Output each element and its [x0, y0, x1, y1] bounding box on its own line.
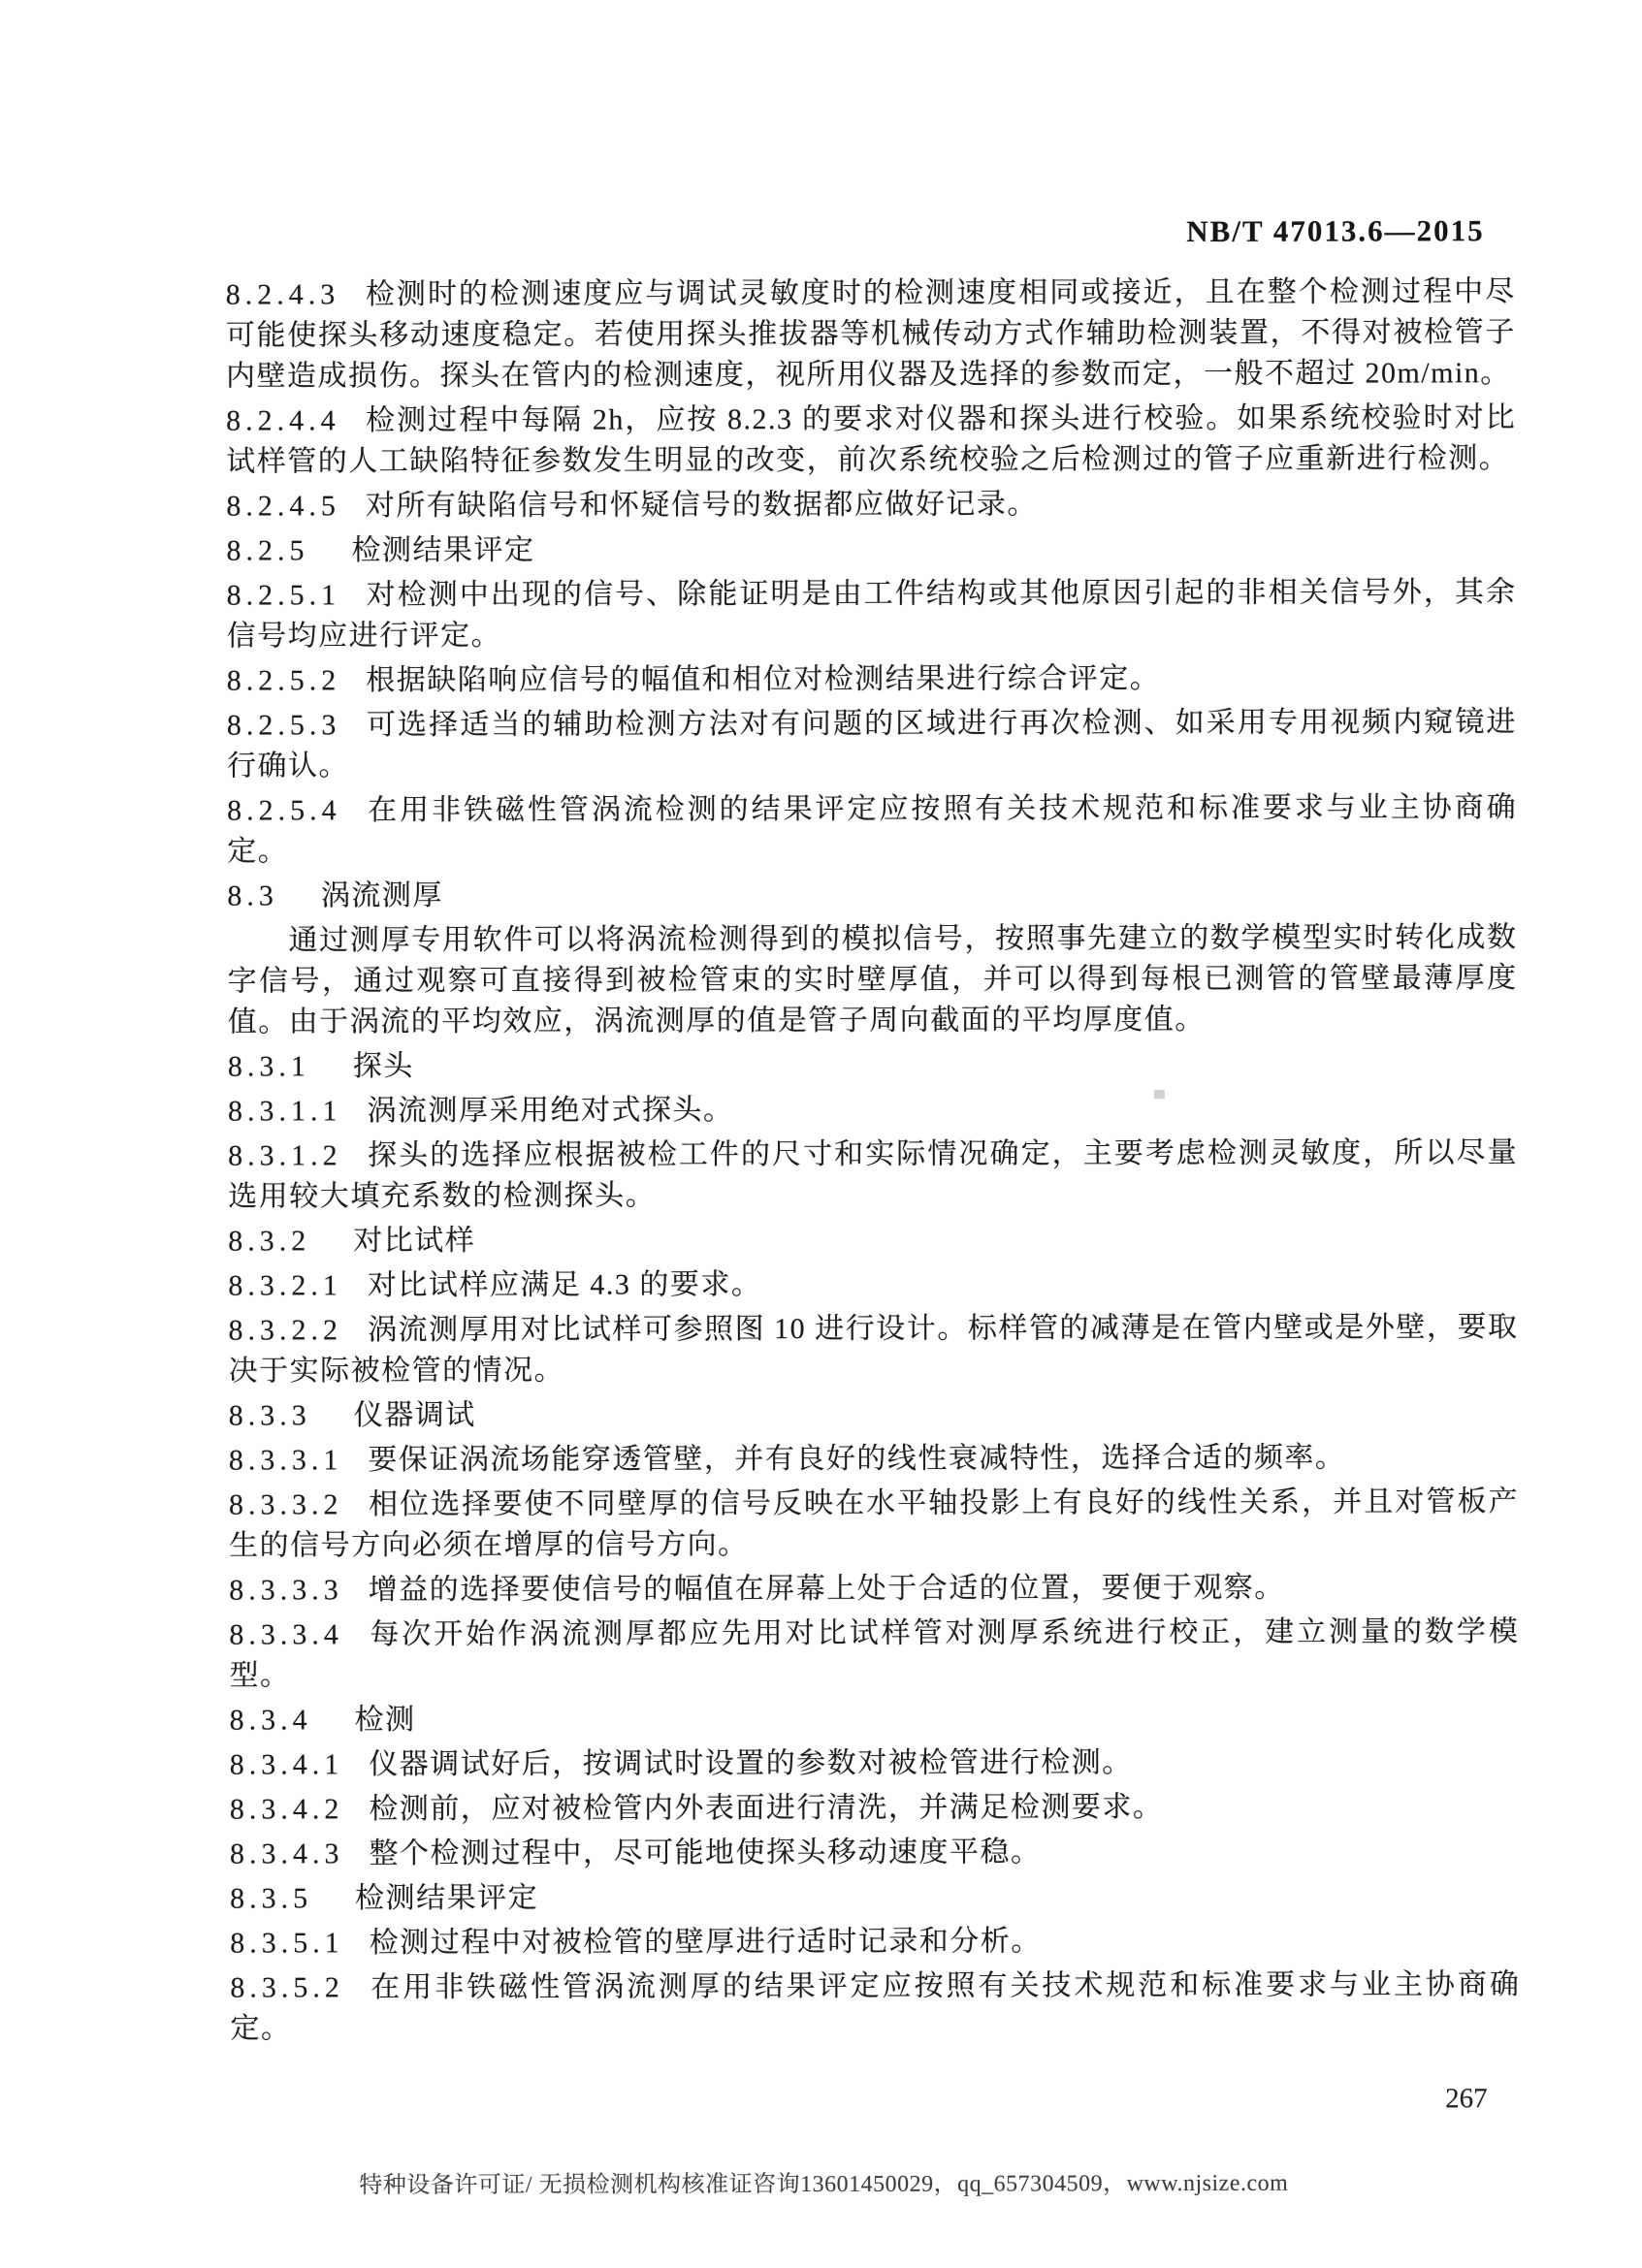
clause-paragraph [229, 1482, 1519, 1566]
clause-number: 8.2.5.3 [226, 709, 341, 742]
clause-number: 8.2.4.3 [225, 278, 340, 311]
clause-number: 8.3.5.1 [230, 1927, 344, 1960]
clause-heading [226, 527, 1516, 571]
clause-paragraph [227, 702, 1517, 786]
clause-paragraph [228, 1088, 1518, 1132]
clause-text: 增益的选择要使信号的幅值在屏幕上处于合适的位置，要便于观察。 [368, 1571, 1285, 1607]
clause-number: 8.3.2.2 [228, 1314, 343, 1347]
clause-text: 对所有缺陷信号和怀疑信号的数据都应做好记录。 [365, 488, 1038, 523]
clause-number: 8.2.5.2 [226, 664, 341, 697]
clause-number: 8.3 [227, 879, 278, 912]
clause-paragraph [229, 1612, 1519, 1696]
clause-heading [230, 1697, 1520, 1741]
clause-text: 检测过程中每隔 2h，应按 8.2.3 的要求对仪器和探头进行校验。如果系统校验时对比试样管的人工缺陷特征参数发生明显的改变，前次系统校验之后检测过的管子应重新进行检测。 [226, 401, 1517, 478]
standard-number-header: NB/T 47013.6—2015 [1186, 213, 1485, 249]
clause-text: 可选择适当的辅助检测方法对有问题的区域进行再次检测、如采用专用视频内窥镜进行确认。 [226, 706, 1517, 783]
clause-number: 8.3.3.2 [228, 1488, 343, 1521]
clause-paragraph [227, 787, 1517, 872]
footer-watermark-text: 特种设备许可证/ 无损检测机构核准证咨询13601450029，qq_657304509，www.njsize.com [359, 2170, 1289, 2199]
clause-number: 8.3.2 [228, 1225, 311, 1258]
clause-text: 在用非铁磁性管涡流检测的结果评定应按照有关技术规范和标准要求与业主协商确定。 [227, 791, 1518, 868]
clause-text: 整个检测过程中，尽可能地使探头移动速度平稳。 [369, 1836, 1042, 1870]
clause-number: 8.3.1.1 [227, 1095, 342, 1128]
clause-number: 8.2.4.5 [226, 490, 340, 523]
clause-text: 对比试样 [353, 1224, 476, 1258]
clause-paragraph [226, 572, 1516, 656]
clause-number: 8.2.5.1 [226, 579, 341, 612]
clause-text: 对比试样应满足 4.3 的要求。 [367, 1268, 762, 1302]
clause-paragraph [228, 1133, 1518, 1217]
clause-paragraph [230, 1920, 1520, 1964]
clause-text: 探头 [352, 1050, 414, 1083]
clause-text: 要保证涡流场能穿透管壁，并有良好的线性衰减特性，选择合适的频率。 [368, 1441, 1346, 1477]
clause-number: 8.2.5.4 [227, 794, 341, 827]
clause-heading [229, 1392, 1519, 1436]
clause-text: 探头的选择应根据被检工件的尺寸和实际情况确定，主要考虑检测灵敏度，所以尽量选用较大填充系数的检测探头。 [228, 1136, 1519, 1213]
clause-text: 涡流测厚用对比试样可参照图 10 进行设计。标样管的减薄是在管内壁或是外壁，要取决于实际被检管的情况。 [228, 1311, 1519, 1388]
clause-heading [228, 1043, 1518, 1087]
clause-paragraph [230, 1965, 1520, 2049]
clause-paragraph [229, 1437, 1519, 1481]
scan-artifact [1154, 1090, 1165, 1099]
document-body [226, 272, 1521, 2053]
clause-number: 8.3.4.3 [229, 1837, 344, 1870]
clause-text: 通过测厚专用软件可以将涡流检测得到的模拟信号，按照事先建立的数学模型实时转化成数字信号，通过观察可直接得到被检管束的实时壁厚值，并可以得到每根已测管的管壁最薄厚度值。由于涡流的平均效应，涡流测厚的值是管子周向截面的平均厚度值。 [227, 921, 1518, 1038]
clause-text: 相位选择要使不同壁厚的信号反映在水平轴投影上有良好的线性关系，并且对管板产生的信号方向必须在增厚的信号方向。 [229, 1485, 1520, 1562]
clause-text: 检测前，应对被检管内外表面进行清洗，并满足检测要求。 [369, 1791, 1164, 1826]
clause-paragraph [227, 917, 1517, 1042]
page-number: 267 [1445, 2083, 1488, 2115]
clause-heading [230, 1875, 1520, 1919]
clause-heading [227, 873, 1517, 916]
clause-paragraph [230, 1786, 1520, 1830]
clause-text: 检测时的检测速度应与调试灵敏度时的检测速度相同或接近，且在整个检测过程中尽可能使探头移动速度稳定。若使用探头推拔器等机械传动方式作辅助检测装置，不得对被检管子内壁造成损伤。探头在管内的检测速度，视所用仪器及选择的参数而定，一般不超过 20m/min。 [225, 275, 1516, 393]
clause-text: 在用非铁磁性管涡流测厚的结果评定应按照有关技术规范和标准要求与业主协商确定。 [230, 1968, 1521, 2045]
clause-text: 检测结果评定 [351, 533, 535, 567]
clause-paragraph [230, 1741, 1520, 1785]
clause-text: 检测结果评定 [355, 1881, 539, 1915]
clause-paragraph [227, 657, 1517, 701]
clause-number: 8.3.3 [228, 1399, 311, 1432]
clause-number: 8.3.1.2 [228, 1139, 342, 1172]
clause-number: 8.3.3.4 [229, 1618, 343, 1651]
clause-paragraph [228, 1307, 1518, 1391]
clause-heading [228, 1218, 1518, 1262]
clause-text: 根据缺陷响应信号的幅值和相位对检测结果进行综合评定。 [366, 662, 1161, 697]
clause-paragraph [228, 1262, 1518, 1306]
clause-text: 仪器调试 [353, 1398, 476, 1432]
clause-paragraph [226, 398, 1516, 482]
clause-text: 仪器调试好后，按调试时设置的参数对被检管进行检测。 [369, 1746, 1133, 1781]
clause-number: 8.3.4.1 [229, 1748, 344, 1781]
clause-text: 检测过程中对被检管的壁厚进行适时记录和分析。 [369, 1925, 1042, 1960]
clause-number: 8.3.3.1 [228, 1444, 343, 1477]
clause-number: 8.2.4.4 [226, 404, 340, 437]
clause-number: 8.2.5 [226, 534, 309, 567]
clause-text: 涡流测厚采用绝对式探头。 [367, 1094, 734, 1128]
clause-text: 每次开始作涡流测厚都应先用对比试样管对测厚系统进行校正，建立测量的数学模型。 [229, 1615, 1520, 1692]
clause-number: 8.3.2.1 [228, 1269, 342, 1302]
clause-number: 8.3.3.3 [229, 1574, 343, 1607]
clause-paragraph [226, 272, 1516, 397]
clause-text: 检测 [354, 1704, 416, 1737]
clause-paragraph [230, 1831, 1520, 1874]
clause-number: 8.3.1 [227, 1050, 310, 1083]
clause-number: 8.3.5 [230, 1882, 313, 1915]
clause-number: 8.3.4.2 [229, 1793, 344, 1826]
clause-number: 8.3.4 [229, 1704, 312, 1737]
clause-paragraph [229, 1567, 1519, 1611]
clause-number: 8.3.5.2 [230, 1971, 344, 2004]
clause-paragraph [226, 483, 1516, 527]
clause-text: 涡流测厚 [320, 879, 443, 912]
clause-text: 对检测中出现的信号、除能证明是由工件结构或其他原因引起的非相关信号外，其余信号均应进行评定。 [226, 576, 1517, 653]
